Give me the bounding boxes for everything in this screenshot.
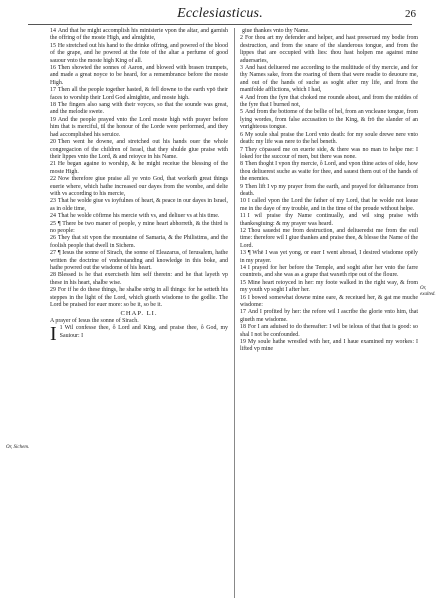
verse-text: ¶ There be two maner of people, y mine heart abhorreth, & the third is no people: — [50, 220, 228, 234]
verse — [240, 198, 418, 213]
verse-number: 17 — [50, 87, 56, 94]
verse — [50, 287, 228, 309]
verse-number: 4 — [240, 94, 243, 101]
verse-text: I bowed somewhat downe mine eare, & receiued her, & gat me muche wisdome: — [240, 294, 418, 309]
verse — [240, 309, 418, 324]
verse — [240, 250, 418, 265]
drop-cap: I — [50, 323, 57, 346]
verse-number: 8 — [240, 161, 243, 168]
verse-text: And from the bottome of the bellie of hel, from an vncleane tongue, from lying wordes, from false accusation to the King, & frō the slander of an vnrighteous tongue. — [240, 109, 418, 131]
verse-number: 19 — [240, 339, 246, 346]
verse — [240, 65, 418, 95]
verse-text: For if he do these things, he shalbe strōg in all things: for he setteth his steppes in the light of the Lord, which giueth wisdome to the godlie. The Lord be praised for euer more: so be it, so be it. — [50, 287, 228, 309]
verse-number: 25 — [50, 220, 56, 227]
verse-number: 16 — [50, 65, 56, 72]
verse-number: 26 — [50, 235, 56, 242]
column-divider — [234, 28, 235, 598]
verse-text: And from the fyre that choked me rounde about, and from the middes of the fyre that I burned not, — [240, 94, 418, 109]
verse-text: And that he might accomplish his ministerie vpon the altar, and garnish the offring of the moste High, and almightie, — [50, 28, 228, 42]
verse-text: I called vpon the Lord the father of my Lord, that he wolde not leaue me in the daye of my trouble, and in the time of the proude without helpe. — [240, 198, 418, 212]
verse-number: 18 — [50, 102, 56, 109]
verse-text: And the people prayed vnto the Lord moste high with prayer before him that is merciful, til the honour of the Lorde were performed, and they had accomplished his seruice. — [50, 116, 228, 138]
verse — [240, 109, 418, 131]
margin-note-right: Or, exalted. — [420, 286, 436, 297]
chapter-first-verse — [50, 323, 228, 346]
verse — [50, 250, 228, 272]
verse-number: 16 — [240, 294, 246, 301]
verse — [240, 213, 418, 228]
verse — [50, 235, 228, 250]
verse-text: They cōpassed me on euerie side, & there was no man to helpe me: I loked for the succour of men, but there was none. — [240, 146, 418, 160]
verse — [240, 265, 418, 280]
verse — [240, 161, 418, 183]
verse — [50, 117, 228, 139]
verse-text: For I am aduised to do thereafter: I wil be ielous of that that is good: so shal I not be confounded. — [240, 324, 418, 338]
verse-number: 20 — [50, 139, 56, 146]
verse — [240, 35, 418, 65]
verse — [50, 272, 228, 287]
verse-number: 22 — [50, 176, 56, 183]
verse-number: 1 — [59, 325, 63, 332]
verse — [240, 324, 418, 339]
verse — [50, 65, 228, 87]
verse-number: 15 — [240, 279, 246, 286]
verse-number: 19 — [50, 116, 56, 123]
margin-note-left: Or, Sichem. — [6, 445, 30, 450]
verse — [50, 161, 228, 176]
verse-text: Mine heart reioyced in her: my foote walked in the right way, & from my youth vp soght I after her. — [240, 279, 418, 294]
verse-number: 9 — [240, 183, 243, 190]
verse-text: He stretched out his hand to the drinke offring, and powred of the blood of the grape, and he powred at the fote of the altar a perfume of good sauour vnto the moste high King of all. — [50, 42, 228, 64]
chapter-intro: A prayer of Iesus the sonne of Sirach. — [50, 317, 139, 324]
verse-text: Blessed is he that exerciseth him self therein: and he that layeth vp these in his heart, shalbe wise. — [50, 272, 228, 286]
header-rule — [28, 24, 412, 25]
verse-number: 18 — [240, 324, 246, 331]
verse-text: Now therefore giue praise all ye vnto God, that worketh great things euerie where, which hathe increased our dayes from the wombe, and delte with vs according to his mercie, — [50, 176, 228, 197]
verse-text: My soule hathe wrestled with her, and I haue examined my workes: I lifted vp mine — [240, 339, 418, 353]
verse-text: Then went he downe, and stretched out his hands ouer the whole congregacion of the children of Israel, that they shulde giue praise with their lippes vnto the Lord, & and reioyce in his Name. — [50, 139, 228, 160]
verse — [240, 295, 418, 310]
verse-text: ¶ Iesus the sonne of Sirach, the sonne of Eleazarus, of Ierusalem, hathe written the doctrine of vnderstanding and knowledge in this boke, and hathe powred out the wisdome of his heart. — [50, 250, 228, 271]
verse-number: 23 — [50, 198, 56, 205]
verse-number: 24 — [50, 213, 56, 220]
verse-text: That he wolde giue vs ioyfulnes of heart, & peace in our dayes in Israel, as in olde time, — [50, 198, 228, 212]
verse-text: Then thoght I vpon thy mercie, ô Lord, and vpon thine actes of olde, how thou deliuerest suche as waite for thee, and sauest them out of the hands of the enemies. — [240, 161, 418, 183]
verse — [50, 102, 228, 117]
verse — [50, 139, 228, 161]
verse-text: ¶ Whē I was yet yong, or euer I went abroad, I desired wisdome opēly in my prayer. — [240, 250, 418, 264]
verse-text: Thou sauedst me from destruction, and deliueredst me from the euil time: therefore wil I giue thankes and praise thee, & blesse the Name of the Lord. — [240, 227, 418, 249]
verse — [50, 221, 228, 236]
verse-text: giue thankes vnto thy Name. — [242, 28, 310, 34]
verse-text: Then lift I vp my prayer from the earth, and prayed for deliuerance from death. — [240, 183, 418, 197]
verse-number: 13 — [240, 250, 246, 257]
verse-text: He began againe to worship, & he might receiue the blessing of the moste High. — [50, 161, 228, 175]
chapter-heading: CHAP. LI. — [120, 310, 158, 318]
verse-number: 10 — [240, 198, 246, 205]
verse-number: 6 — [240, 131, 243, 138]
verse-number: 2 — [240, 35, 243, 42]
verse — [240, 132, 418, 147]
verse — [50, 198, 228, 213]
verse — [50, 28, 228, 43]
verse-text: I prayed for her before the Temple, and soght after her vnto the farre countreis, and she was as a grape that waxeth ripe out of the floure. — [240, 265, 418, 279]
verse — [240, 95, 418, 110]
verse-number: 21 — [50, 161, 56, 168]
verse-number: 17 — [240, 309, 246, 316]
verse-number: 14 — [240, 265, 246, 271]
verse-text: And I profited by her: the refore wil I ascribe the glorie vnto him, that giueth me wisdome. — [240, 309, 418, 323]
verse-text: Wil confesse thee, ô Lord and King, and praise thee, ô God, my Sauiour: I — [59, 325, 228, 339]
page-title: Ecclesiasticus. — [177, 6, 263, 21]
verse — [240, 147, 418, 162]
verse-number: 28 — [50, 272, 56, 279]
verse-text: I wil praise thy Name continually, and wil sing praise with thankesgiuing: & my prayer was heard. — [240, 213, 418, 227]
verse-text: Then showted the sonnes of Aaron, and blowed with brasen trumpets, and made a great noyce to be heard, for a remembrance before the moste High. — [50, 65, 228, 86]
verse-text: Then all the people together hasted, & fell downe to the earth vpō their faces to worship their Lord God almightie, and moste high. — [50, 87, 228, 101]
verse — [240, 184, 418, 199]
page-number: 26 — [405, 8, 416, 20]
right-column — [240, 28, 418, 354]
verse-number: 14 — [50, 28, 56, 34]
verse — [50, 87, 228, 102]
verse — [50, 43, 228, 65]
verse-number: 5 — [240, 109, 243, 116]
verse-text: That he wolde cōfirme his mercie with vs, and deliuer vs at his time. — [57, 213, 220, 220]
verse-number: 29 — [50, 287, 56, 294]
verse — [240, 228, 418, 250]
verse — [240, 339, 418, 354]
verse — [50, 176, 228, 198]
verse-number: 12 — [240, 227, 246, 234]
page-header — [0, 3, 440, 25]
verse-number: 27 — [50, 250, 56, 257]
verse — [240, 280, 418, 295]
verse-number: 7 — [240, 146, 243, 153]
left-column — [50, 28, 228, 346]
verse-number: 3 — [240, 65, 243, 72]
verse-number: 15 — [50, 42, 56, 49]
verse-text: They that sit vpon the mountaine of Samaria, & the Philistims, and the foolish people that dwell in Sichem. — [50, 235, 228, 249]
verse-text: My soule shal praise the Lord vnto death: for my soule drewe nere vnto death: my life was nere to the hel beneth. — [240, 131, 418, 146]
verse-text: For thou art my defender and helper, and hast preserued my bodie from destruction, and from the snare of the slanderous tongue, and from the lippes that are occupied with lies: thou hast holpen me against mine aduersaries, — [240, 35, 418, 64]
verse-number: 11 — [240, 213, 246, 220]
verse — [50, 213, 228, 220]
verse-text: And hast deliuered me according to the multitude of thy mercie, and for thy Names sake, from the roaring of them that were readie to deuoure me, and out of the hands of suche as soght after my life, and from the manifolde afflictions, which I had, — [240, 65, 418, 94]
verse-text: The fingers also sang with their voyces, so that the sounde was great, and the melodie swete. — [50, 102, 228, 116]
